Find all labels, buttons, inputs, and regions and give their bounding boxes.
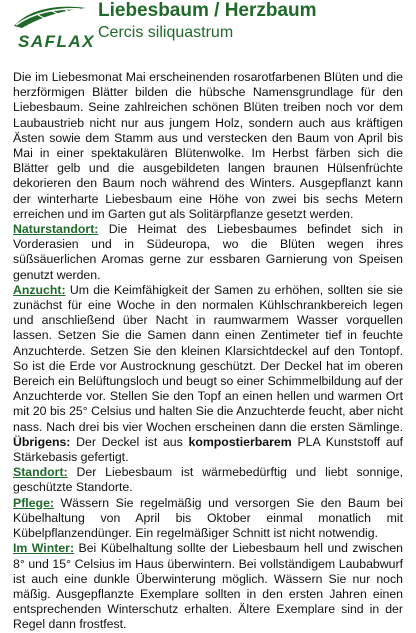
section-standort xyxy=(13,465,403,495)
winter-label: Im Winter: xyxy=(13,541,75,556)
anzucht-text: Um die Keimfähigkeit der Samen zu erhöhen, sollten sie sie zunächst für eine Woche in den normalen Kühlschrankbereich legen und anschließend über Nacht in raumwarmem Wasser vorquellen lassen. Setzen Sie die Samen dann einen Zentimeter tief in feuchte Anzuchterde. Setzen Sie den kleinen Klarsichtdeckel auf den Tontopf. So ist die Erde vor Austrocknung geschützt. Der Deckel hat im oberen Bereich ein Belüftungsloch und beugt so einer Schimmelbildung auf der Anzuchterde vor. Stellen Sie den Topf an einen hellen und warmen Ort mit 20 bis 25° Celsius und halten Sie die Anzuchterde feucht, aber nicht nass. Nach drei bis vier Wochen erscheinen dann die ersten Sämlinge. xyxy=(13,282,403,434)
ubrigens-bold: kompostierbarem xyxy=(188,434,292,449)
page-title: Liebesbaum / Herzbaum xyxy=(98,0,317,21)
saflax-logo xyxy=(8,2,95,56)
winter-text: Bei Kübelhaltung sollte der Liebesbaum hell und zwischen 8° und 15° Celsius im Haus überwintern. Bei vollständigem Laubabwurf ist auch eine dunkle Überwinterung möglich. Wässern Sie nur noch mäßig. Ausgepflanzte Exemplare sollten in den ersten Jahren einen entsprechenden Winterschutz erhalten. Ältere Exemplare sind in der Regel dann frostfest. xyxy=(13,541,404,632)
ubrigens-text-2: PLA Kunststoff auf Stärkebasis gefertigt. xyxy=(13,434,403,465)
section-naturstandort xyxy=(13,222,403,283)
section-anzucht xyxy=(13,283,403,465)
ubrigens-label: Übrigens: xyxy=(13,434,71,449)
logo-text: SAFLAX xyxy=(18,32,95,51)
pflege-text: Wässern Sie regelmäßig und versorgen Sie den Baum bei Kübelhaltung von April bis Oktober einmal monatlich mit Kübelpflanzendünger. Ein regelmäßiger Schnitt ist nicht notwendig. xyxy=(13,495,403,541)
section-pflege xyxy=(13,496,403,542)
naturstandort-text: Die Heimat des Liebesbaumes befindet sich in Vorderasien und in Südeuropa, wo die Blüten wegen ihres süßsäuerlichen Aromas gerne zur essbaren Garnierung von Speisen genutzt werden. xyxy=(13,222,403,282)
intro-paragraph: Die im Liebesmonat Mai erscheinenden rosarotfarbenen Blüten und die herzförmigen Blätter bilden die hübsche Namensgrundlage für den Liebesbaum. Seine zahlreichen schönen Blüten treiben noch vor dem Laubaustrieb nicht nur aus jungem Holz, sondern auch aus kräftigen Ästen sowie dem Stamm aus und verstecken den Baum von April bis Mai in einer spektakulären Blütenwolke. Im Herbst färben sich die Blätter gelb und die ausgebildeten langen braunen Hülsenfrüchte dekorieren den Baum noch während des Winters. Ausgepflanzt kann der winterharte Liebesbaum eine Höhe von zwei bis sechs Metern erreichen und im Garten gut als Solitärpflanze gesetzt werden. xyxy=(13,70,403,221)
leaf-swoosh-icon xyxy=(8,2,90,32)
care-instructions xyxy=(13,70,403,633)
standort-text: Der Liebesbaum ist wärmebedürftig und liebt sonnige, geschützte Standorte. xyxy=(13,465,403,495)
ubrigens-text-1: Der Deckel ist aus xyxy=(70,434,189,449)
page-subtitle: Cercis siliquastrum xyxy=(98,24,234,41)
anzucht-label: Anzucht: xyxy=(13,282,66,297)
section-winter xyxy=(13,541,403,632)
pflege-label: Pflege: xyxy=(13,495,54,510)
standort-label: Standort: xyxy=(13,465,68,480)
naturstandort-label: Naturstandort: xyxy=(13,222,99,237)
